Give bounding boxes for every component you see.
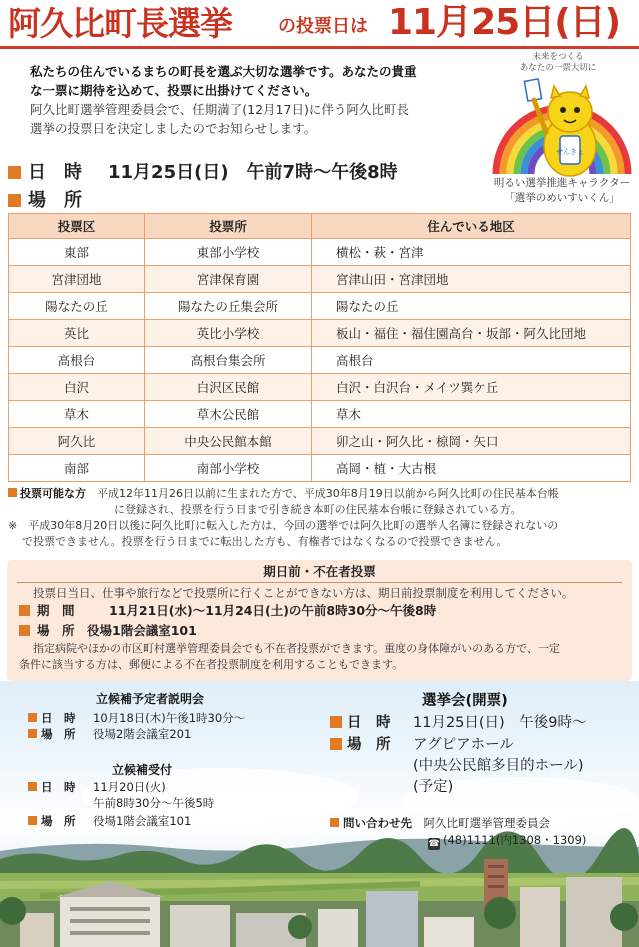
area-cell: 陽なたの丘 [312, 293, 631, 320]
counting-date-value: 11月25日(日) 午後9時〜 [413, 715, 587, 731]
briefing-place-label: 場 所 [41, 727, 76, 741]
briefing-place-row [28, 726, 191, 742]
town-landscape-photo [0, 681, 639, 947]
table-header-row [9, 214, 631, 239]
reception-time-value: 午前8時30分〜午後5時 [93, 796, 215, 810]
polling-place-cell: 中央公民館本館 [145, 428, 312, 455]
bullet-square-icon [28, 816, 37, 825]
title-connector: の投票日は [278, 16, 368, 37]
schedule-date-label: 日 時 [28, 162, 82, 183]
bullet-square-icon [330, 738, 342, 750]
mascot-caption [488, 176, 636, 206]
counting-place-note: (予定) [413, 779, 454, 795]
contact-org: 阿久比町選挙管理委員会 [423, 816, 550, 830]
briefing-heading: 立候補予定者説明会 [96, 692, 205, 706]
schedule-place-label: 場 所 [28, 190, 82, 211]
district-cell: 東部 [9, 239, 145, 266]
district-cell: 高根台 [9, 347, 145, 374]
early-voting-period [19, 601, 436, 619]
early-period-label: 期 間 [37, 603, 75, 618]
area-cell: 板山・福住・福住園高台・坂部・阿久比団地 [312, 320, 631, 347]
contact-tel-row [428, 832, 586, 850]
mascot-caption-line: 明るい選挙推進キャラクター [493, 177, 631, 189]
counting-place-row [330, 733, 514, 754]
bullet-square-icon [19, 625, 30, 636]
table-row [9, 455, 631, 482]
reception-place-row [28, 813, 191, 829]
counting-place-sub: (中央公民館多目的ホール) [413, 758, 584, 774]
eligibility-line [8, 486, 634, 502]
bullet-square-icon [8, 166, 21, 179]
bullet-square-icon [8, 488, 17, 497]
area-cell: 横松・萩・宮津 [312, 239, 631, 266]
reception-date-label: 日 時 [41, 780, 76, 794]
table-row [9, 401, 631, 428]
district-cell: 阿久比 [9, 428, 145, 455]
contact-org-row [330, 815, 550, 831]
area-cell: 高根台 [312, 347, 631, 374]
eligibility-text: 平成12年11月26日以前に生まれた方で、平成30年8月19日以前から阿久比町の住民基本台帳 [97, 487, 559, 500]
polling-place-cell: 高根台集会所 [145, 347, 312, 374]
intro-line: な一票に期待を込めて、投票に出掛けてください。 [30, 83, 318, 98]
intro-line: 選挙の投票日を決定しましたのでお知らせします。 [30, 121, 317, 136]
district-cell: 宮津団地 [9, 266, 145, 293]
briefing-date-value: 10月18日(木)午後1時30分〜 [93, 711, 246, 725]
mascot-caption-line: 「選挙のめいすいくん」 [504, 192, 620, 204]
early-period-value: 11月21日(水)〜11月24日(土)の午前8時30分〜午後8時 [109, 603, 437, 618]
table-row [9, 293, 631, 320]
early-voting-heading: 期日前・不在者投票 [263, 564, 376, 579]
polling-place-cell: 東部小学校 [145, 239, 312, 266]
early-voting-place [19, 621, 197, 639]
intro-line: 私たちの住んでいるまちの町長を選ぶ大切な選挙です。あなたの貴重 [30, 64, 417, 79]
table-row [9, 266, 631, 293]
table-header-cell: 住んでいる地区 [312, 214, 631, 239]
phone-icon: ☎ [428, 839, 440, 849]
bullet-square-icon [330, 818, 339, 827]
early-voting-intro: 投票日当日、仕事や旅行などで投票所に行くことができない方は、期日前投票制度を利用してください。 [33, 586, 574, 600]
polling-place-cell: 英比小学校 [145, 320, 312, 347]
counting-heading: 選挙会(開票) [422, 693, 508, 709]
area-cell: 宮津山田・宮津団地 [312, 266, 631, 293]
area-cell: 白沢・白沢台・メイツ巽ケ丘 [312, 374, 631, 401]
table-row [9, 347, 631, 374]
transfer-note-line: ※ 平成30年8月20日以後に阿久比町に転入した方は、今回の選挙では阿久比町の選挙人名簿に登録されないの [8, 519, 559, 532]
eligibility-label: 投票可能な方 [20, 487, 86, 500]
table-row [9, 239, 631, 266]
district-cell: 白沢 [9, 374, 145, 401]
schedule-place [8, 186, 82, 212]
contact-tel: (48)1111(内1308・1309) [443, 833, 587, 847]
polling-place-cell: 宮津保育園 [145, 266, 312, 293]
header-divider [0, 46, 639, 49]
absentee-voting-text [19, 641, 619, 673]
counting-place-value: アグピアホール [413, 737, 514, 753]
early-voting-box [7, 560, 632, 681]
district-cell: 南部 [9, 455, 145, 482]
bullet-square-icon [19, 605, 30, 616]
area-cell: 草木 [312, 401, 631, 428]
reception-place-label: 場 所 [41, 814, 76, 828]
mascot-badge-text: せんきょ [556, 148, 584, 156]
transfer-note [8, 518, 634, 550]
counting-date-label: 日 時 [347, 715, 391, 731]
district-cell: 英比 [9, 320, 145, 347]
early-place-value: 役場1階会議室101 [87, 623, 197, 638]
bullet-square-icon [8, 194, 21, 207]
polling-place-table [8, 213, 631, 482]
polling-place-cell: 南部小学校 [145, 455, 312, 482]
reception-date-value: 11月20日(火) [93, 780, 166, 794]
mascot-panel [488, 52, 636, 210]
counting-place-label: 場 所 [347, 737, 391, 753]
reception-heading: 立候補受付 [112, 763, 173, 777]
schedule-datetime [8, 158, 398, 184]
polling-place-cell: 白沢区民館 [145, 374, 312, 401]
absentee-line: 指定病院やほかの市区町村選挙管理委員会でも不在者投票ができます。重度の身体障がいのある方で、一定 [33, 642, 560, 655]
district-cell: 陽なたの丘 [9, 293, 145, 320]
bullet-square-icon [330, 716, 342, 728]
briefing-date-row [28, 710, 245, 726]
table-row [9, 320, 631, 347]
page-title: 阿久比町長選挙 [8, 4, 232, 43]
intro-text [30, 62, 480, 138]
reception-date-row [28, 779, 166, 795]
table-row [9, 374, 631, 401]
bullet-square-icon [28, 713, 37, 722]
area-cell: 卯之山・阿久比・椋岡・矢口 [312, 428, 631, 455]
counting-date-row [330, 711, 586, 732]
area-cell: 高岡・植・大古根 [312, 455, 631, 482]
mascot-tagline: 未来をつくる あなたの一票大切に [519, 52, 597, 73]
transfer-note-line: で投票できません。投票を行う日までに転出した方も、有権者ではなくなるので投票できません。 [22, 535, 508, 548]
district-cell: 草木 [9, 401, 145, 428]
table-header-cell: 投票区 [9, 214, 145, 239]
polling-place-cell: 草木公民館 [145, 401, 312, 428]
reception-place-value: 役場1階会議室101 [93, 814, 192, 828]
early-place-label: 場 所 [37, 623, 75, 638]
table-row [9, 428, 631, 455]
eligibility-text: に登録され、投票を行う日まで引き続き本町の住民基本台帳に登録されている方。 [114, 503, 522, 516]
intro-line: 阿久比町選挙管理委員会で、任期満了(12月17日)に伴う阿久比町長 [30, 102, 409, 117]
table-header-cell: 投票所 [145, 214, 312, 239]
schedule-date-value: 11月25日(日) 午前7時〜午後8時 [108, 162, 398, 183]
early-voting-divider [17, 582, 622, 583]
absentee-line: 条件に該当する方は、郵便による不在者投票制度を利用することもできます。 [19, 658, 404, 671]
bullet-square-icon [28, 729, 37, 738]
briefing-date-label: 日 時 [41, 711, 76, 725]
polling-place-cell: 陽なたの丘集会所 [145, 293, 312, 320]
contact-label: 問い合わせ先 [343, 816, 412, 830]
rainbow-mascot-illustration [488, 74, 636, 178]
bullet-square-icon [28, 782, 37, 791]
eligibility-note [8, 486, 634, 518]
election-date-headline: 11月25日(日) [388, 2, 621, 43]
briefing-place-value: 役場2階会議室201 [93, 727, 192, 741]
